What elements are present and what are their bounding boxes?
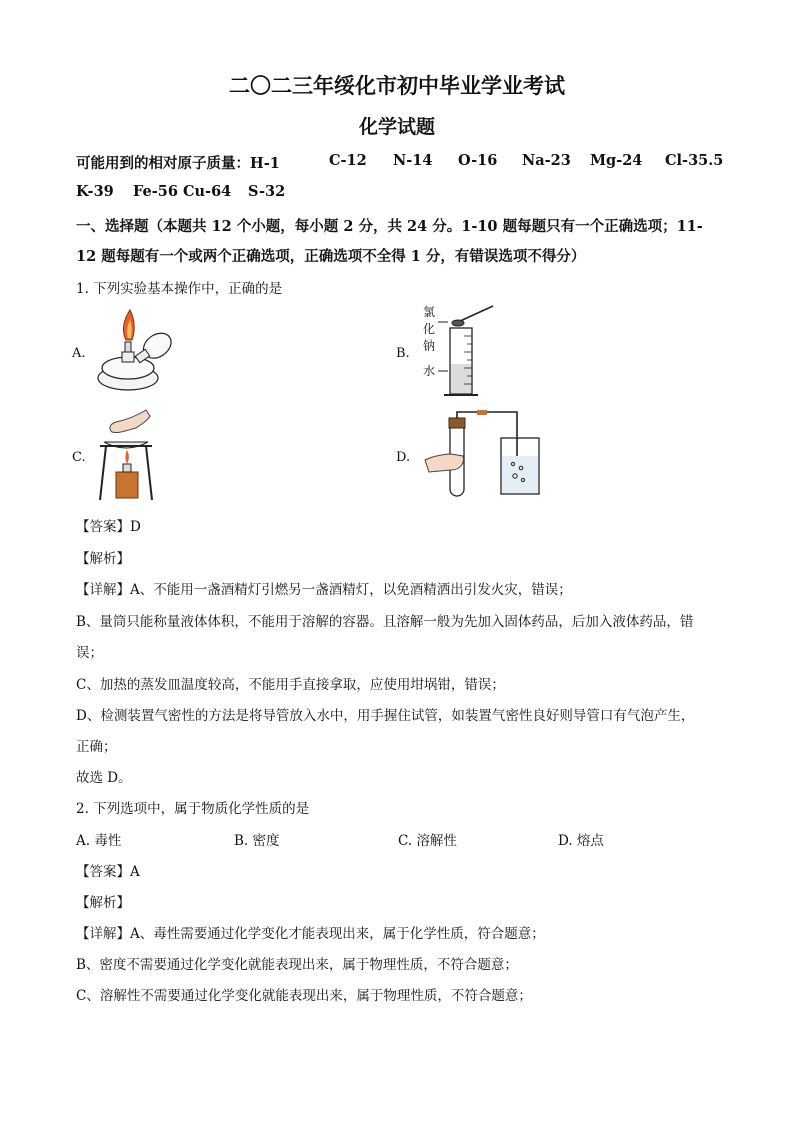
- atomic-mass-item: O-16: [458, 152, 498, 169]
- figure-b-label: 钠: [423, 339, 436, 353]
- atomic-mass-label: 可能用到的相对原子质量：H-1: [76, 155, 280, 172]
- q1-detail-line: 误；: [76, 645, 103, 661]
- q2-answer: 【答案】A: [76, 864, 140, 880]
- q1-detail-line: 正确；: [76, 739, 117, 755]
- atomic-mass-item: Na-23: [522, 152, 571, 169]
- q1-detail-line: D、检测装置气密性的方法是将导管放入水中，用手握住试管，如装置气密性良好则导管口有气泡产生，: [76, 708, 695, 724]
- section-heading: 一、选择题（本题共 12 个小题，每小题 2 分，共 24 分。1-10 题每题只有一个正确选项；11-: [76, 218, 703, 235]
- exam-subtitle: 化学试题: [358, 116, 435, 138]
- q2-detail-line: 【详解】A、毒性需要通过化学变化才能表现出来，属于化学性质，符合题意；: [76, 926, 545, 942]
- figure-b-label: 水: [423, 364, 436, 378]
- atomic-mass-item: Fe-56 Cu-64: [133, 183, 232, 200]
- atomic-mass-item: K-39: [76, 183, 114, 200]
- figure-b-label: 氯: [423, 305, 436, 319]
- graduated-cylinder-illustration: [436, 302, 496, 400]
- atomic-mass-item: N-14: [393, 152, 433, 169]
- q1-analysis-label: 【解析】: [76, 551, 130, 567]
- q2-detail-line: C、溶解性不需要通过化学变化就能表现出来，属于物理性质，不符合题意；: [76, 988, 532, 1004]
- q1-detail-line: C、加热的蒸发皿温度较高，不能用手直接拿取，应使用坩埚钳，错误；: [76, 677, 505, 693]
- atomic-mass-item: C-12: [329, 152, 367, 169]
- q2-detail-line: B、密度不需要通过化学变化就能表现出来，属于物理性质，不符合题意；: [76, 957, 518, 973]
- q1-detail-line: B、量筒只能称量液体体积，不能用于溶解的容器。且溶解一般为先加入固体药品，后加入液体药品，错: [76, 614, 694, 630]
- airtightness-check-illustration: [425, 410, 545, 502]
- q2-option-c: C. 溶解性: [398, 833, 457, 849]
- atomic-mass-item: S-32: [248, 183, 286, 200]
- q1-option-c-label: C.: [72, 450, 86, 465]
- figure-b-labels: [423, 304, 435, 355]
- q2-analysis-label: 【解析】: [76, 895, 130, 911]
- q1-option-b-label: B.: [396, 346, 410, 361]
- q2-option-d: D. 熔点: [558, 833, 604, 849]
- atomic-mass-item: Mg-24: [590, 152, 643, 169]
- exam-title: 二〇二三年绥化市初中毕业学业考试: [229, 73, 565, 98]
- figure-b-label: 化: [423, 322, 436, 336]
- q1-option-d-label: D.: [396, 450, 411, 465]
- question-2-stem: 2. 下列选项中，属于物质化学性质的是: [76, 801, 310, 817]
- q2-option-a: A. 毒性: [76, 833, 122, 849]
- alcohol-lamp-illustration: [92, 308, 182, 394]
- question-1-stem: 1. 下列实验基本操作中，正确的是: [76, 281, 283, 297]
- q1-option-a-label: A.: [72, 346, 86, 361]
- section-heading-cont: 12 题每题有一个或两个正确选项，正确选项不全得 1 分，有错误选项不得分）: [76, 248, 586, 265]
- q1-detail-line: 【详解】A、不能用一盏酒精灯引燃另一盏酒精灯，以免酒精洒出引发火灾，错误；: [76, 582, 572, 598]
- q2-option-b: B. 密度: [234, 833, 280, 849]
- q1-answer: 【答案】D: [76, 519, 141, 535]
- evaporating-dish-illustration: [96, 406, 160, 504]
- q1-detail-line: 故选 D。: [76, 770, 132, 786]
- atomic-mass-item: Cl-35.5: [665, 152, 724, 169]
